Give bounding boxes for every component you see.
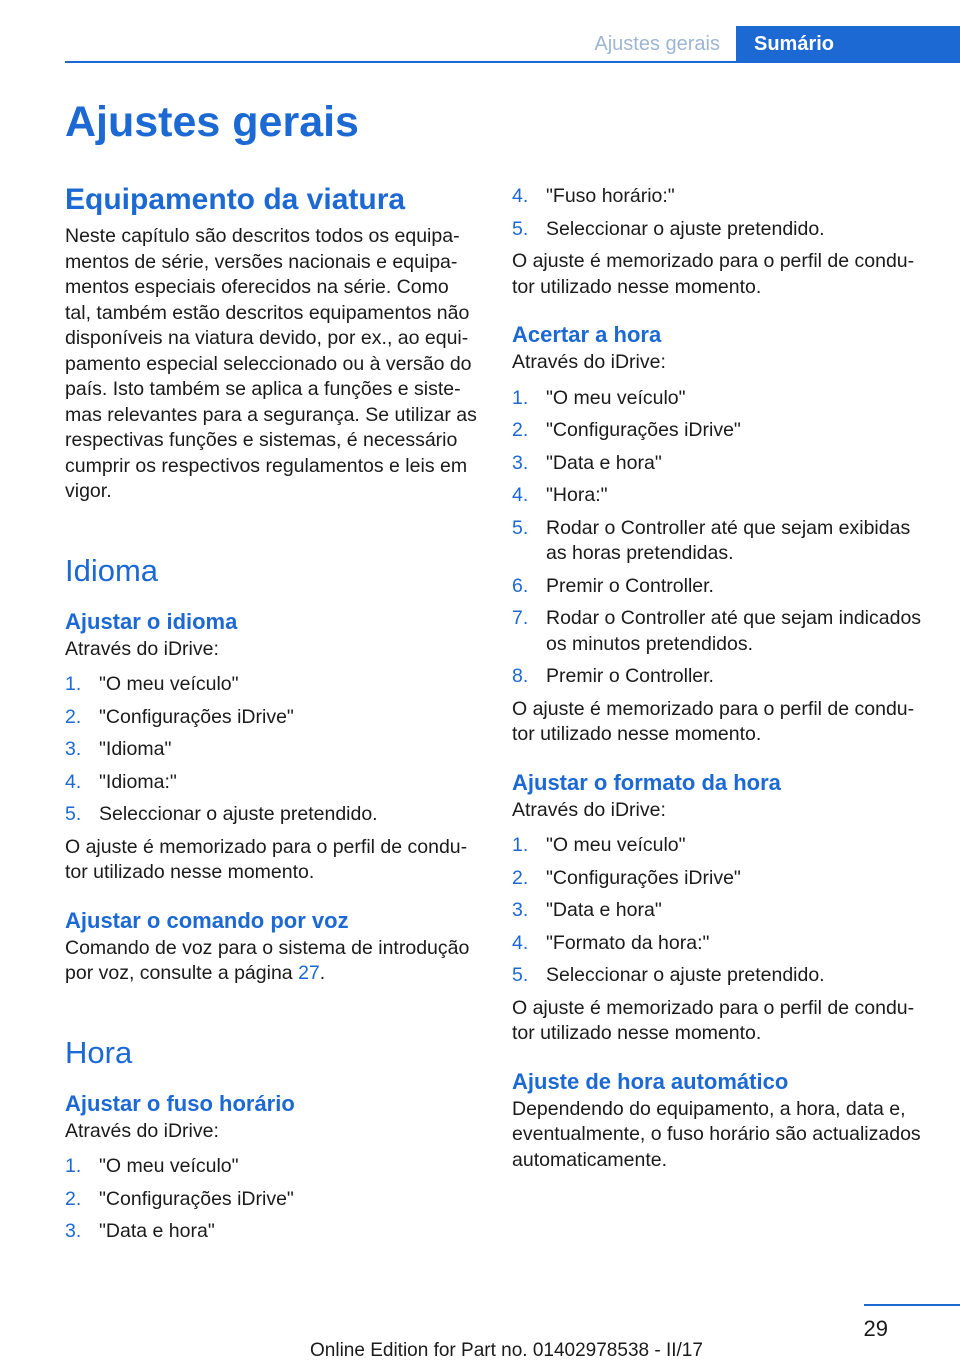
subheading-comando-voz: Ajustar o comando por voz — [65, 907, 349, 933]
page-title: Ajustes gerais — [65, 98, 359, 146]
list-item: 2. "Configurações iDrive" — [512, 419, 741, 441]
tab-contents[interactable]: Sumário — [736, 26, 960, 62]
tab-section[interactable]: Ajustes gerais — [594, 33, 720, 55]
header-tabs — [558, 26, 960, 62]
list-item: 4. "Idioma:" — [65, 770, 177, 793]
list-item: 5. Seleccionar o ajuste pretendido. — [512, 217, 825, 240]
list-item: 2. "Configurações iDrive" — [65, 1187, 294, 1210]
intro-text: Através do iDrive: — [65, 1119, 219, 1142]
automatico-text: Dependendo do equipamento, a hora, data e, eventualmente, o fuso horário são actualizados automaticamente. — [512, 1097, 921, 1171]
list-item: 1. "O meu veículo" — [65, 1155, 239, 1177]
list-item: 7. Rodar o Controller até que sejam indicados os minutos pretendidos. — [512, 607, 922, 655]
intro-text: Através do iDrive: — [512, 351, 666, 373]
subheading-fuso: Ajustar o fuso horário — [65, 1090, 295, 1116]
note-text: O ajuste é memorizado para o perfil de condu‐tor utilizado nesse momento. — [512, 250, 915, 298]
header-rule — [65, 61, 960, 63]
list-item: 5. Seleccionar o ajuste pretendido. — [65, 803, 378, 825]
steps-list — [512, 386, 927, 690]
left-column — [65, 180, 480, 1252]
list-item: 6. Premir o Controller. — [512, 574, 714, 597]
list-item: 4. "Fuso horário:" — [512, 185, 675, 207]
intro-text: Através do iDrive: — [65, 637, 219, 660]
note-text: O ajuste é memorizado para o perfil de condu‐tor utilizado nesse momento. — [512, 697, 915, 745]
list-item: 2. "Configurações iDrive" — [512, 866, 741, 889]
list-item: 4. "Hora:" — [512, 484, 608, 506]
heading-equipamento: Equipamento da viatura — [65, 183, 406, 216]
footer-edition: Online Edition for Part no. 01402978538 - II/17 — [310, 1340, 703, 1361]
list-item: 8. Premir o Controller. — [512, 665, 714, 687]
list-item: 4. "Formato da hora:" — [512, 931, 710, 954]
right-column — [512, 184, 927, 1173]
list-item: 5. Rodar o Controller até que sejam exibidas as horas pretendidas. — [512, 516, 911, 564]
list-item: 2. "Configurações iDrive" — [65, 705, 294, 728]
page-link[interactable]: 27 — [298, 962, 320, 984]
list-item: 1. "O meu veículo" — [512, 834, 686, 856]
list-item: 3. "Data e hora" — [512, 899, 662, 921]
steps-list — [512, 833, 927, 989]
steps-list — [65, 1154, 480, 1245]
page-number: 29 — [863, 1316, 888, 1341]
list-item: 3. "Idioma" — [65, 738, 172, 760]
note-text: O ajuste é memorizado para o perfil de condu‐tor utilizado nesse momento. — [65, 835, 468, 883]
subheading-ajustar-idioma: Ajustar o idioma — [65, 608, 238, 634]
subheading-acertar-hora: Acertar a hora — [512, 322, 662, 347]
heading-idioma: Idioma — [65, 552, 159, 588]
note-text: O ajuste é memorizado para o perfil de condu‐tor utilizado nesse momento. — [512, 996, 915, 1044]
list-item: 1. "O meu veículo" — [512, 386, 686, 409]
footer-rule — [864, 1304, 960, 1306]
list-item: 1. "O meu veículo" — [65, 673, 239, 695]
comando-voz-text: Comando de voz para o sistema de introdução por voz, consulte a página 27. — [65, 936, 470, 984]
list-item: 5. Seleccionar o ajuste pretendido. — [512, 964, 825, 986]
heading-hora: Hora — [65, 1034, 133, 1070]
intro-text: Através do iDrive: — [512, 798, 666, 821]
list-item: 3. "Data e hora" — [65, 1220, 215, 1242]
steps-list — [512, 184, 927, 242]
subheading-hora-automatico: Ajuste de hora automático — [512, 1068, 789, 1094]
equipamento-text: Neste capítulo são descritos todos os equipa‐mentos de série, versões nacionais e equipa‐mentos especiais oferecidos na série. Como tal, também estão descritos equipamentos não disponíveis na viatura devido, por ex., ao equi‐pamento especial seleccionado ou à versão do país. Isto também se aplica a funções e siste‐mas relevantes para a segurança. Se utilizar as respectivas funções e sistemas, é necessário cumprir os respectivos regulamentos e leis em vigor. — [65, 225, 477, 502]
list-item: 3. "Data e hora" — [512, 451, 662, 474]
subheading-formato-hora: Ajustar o formato da hora — [512, 769, 781, 795]
steps-list — [65, 672, 480, 828]
